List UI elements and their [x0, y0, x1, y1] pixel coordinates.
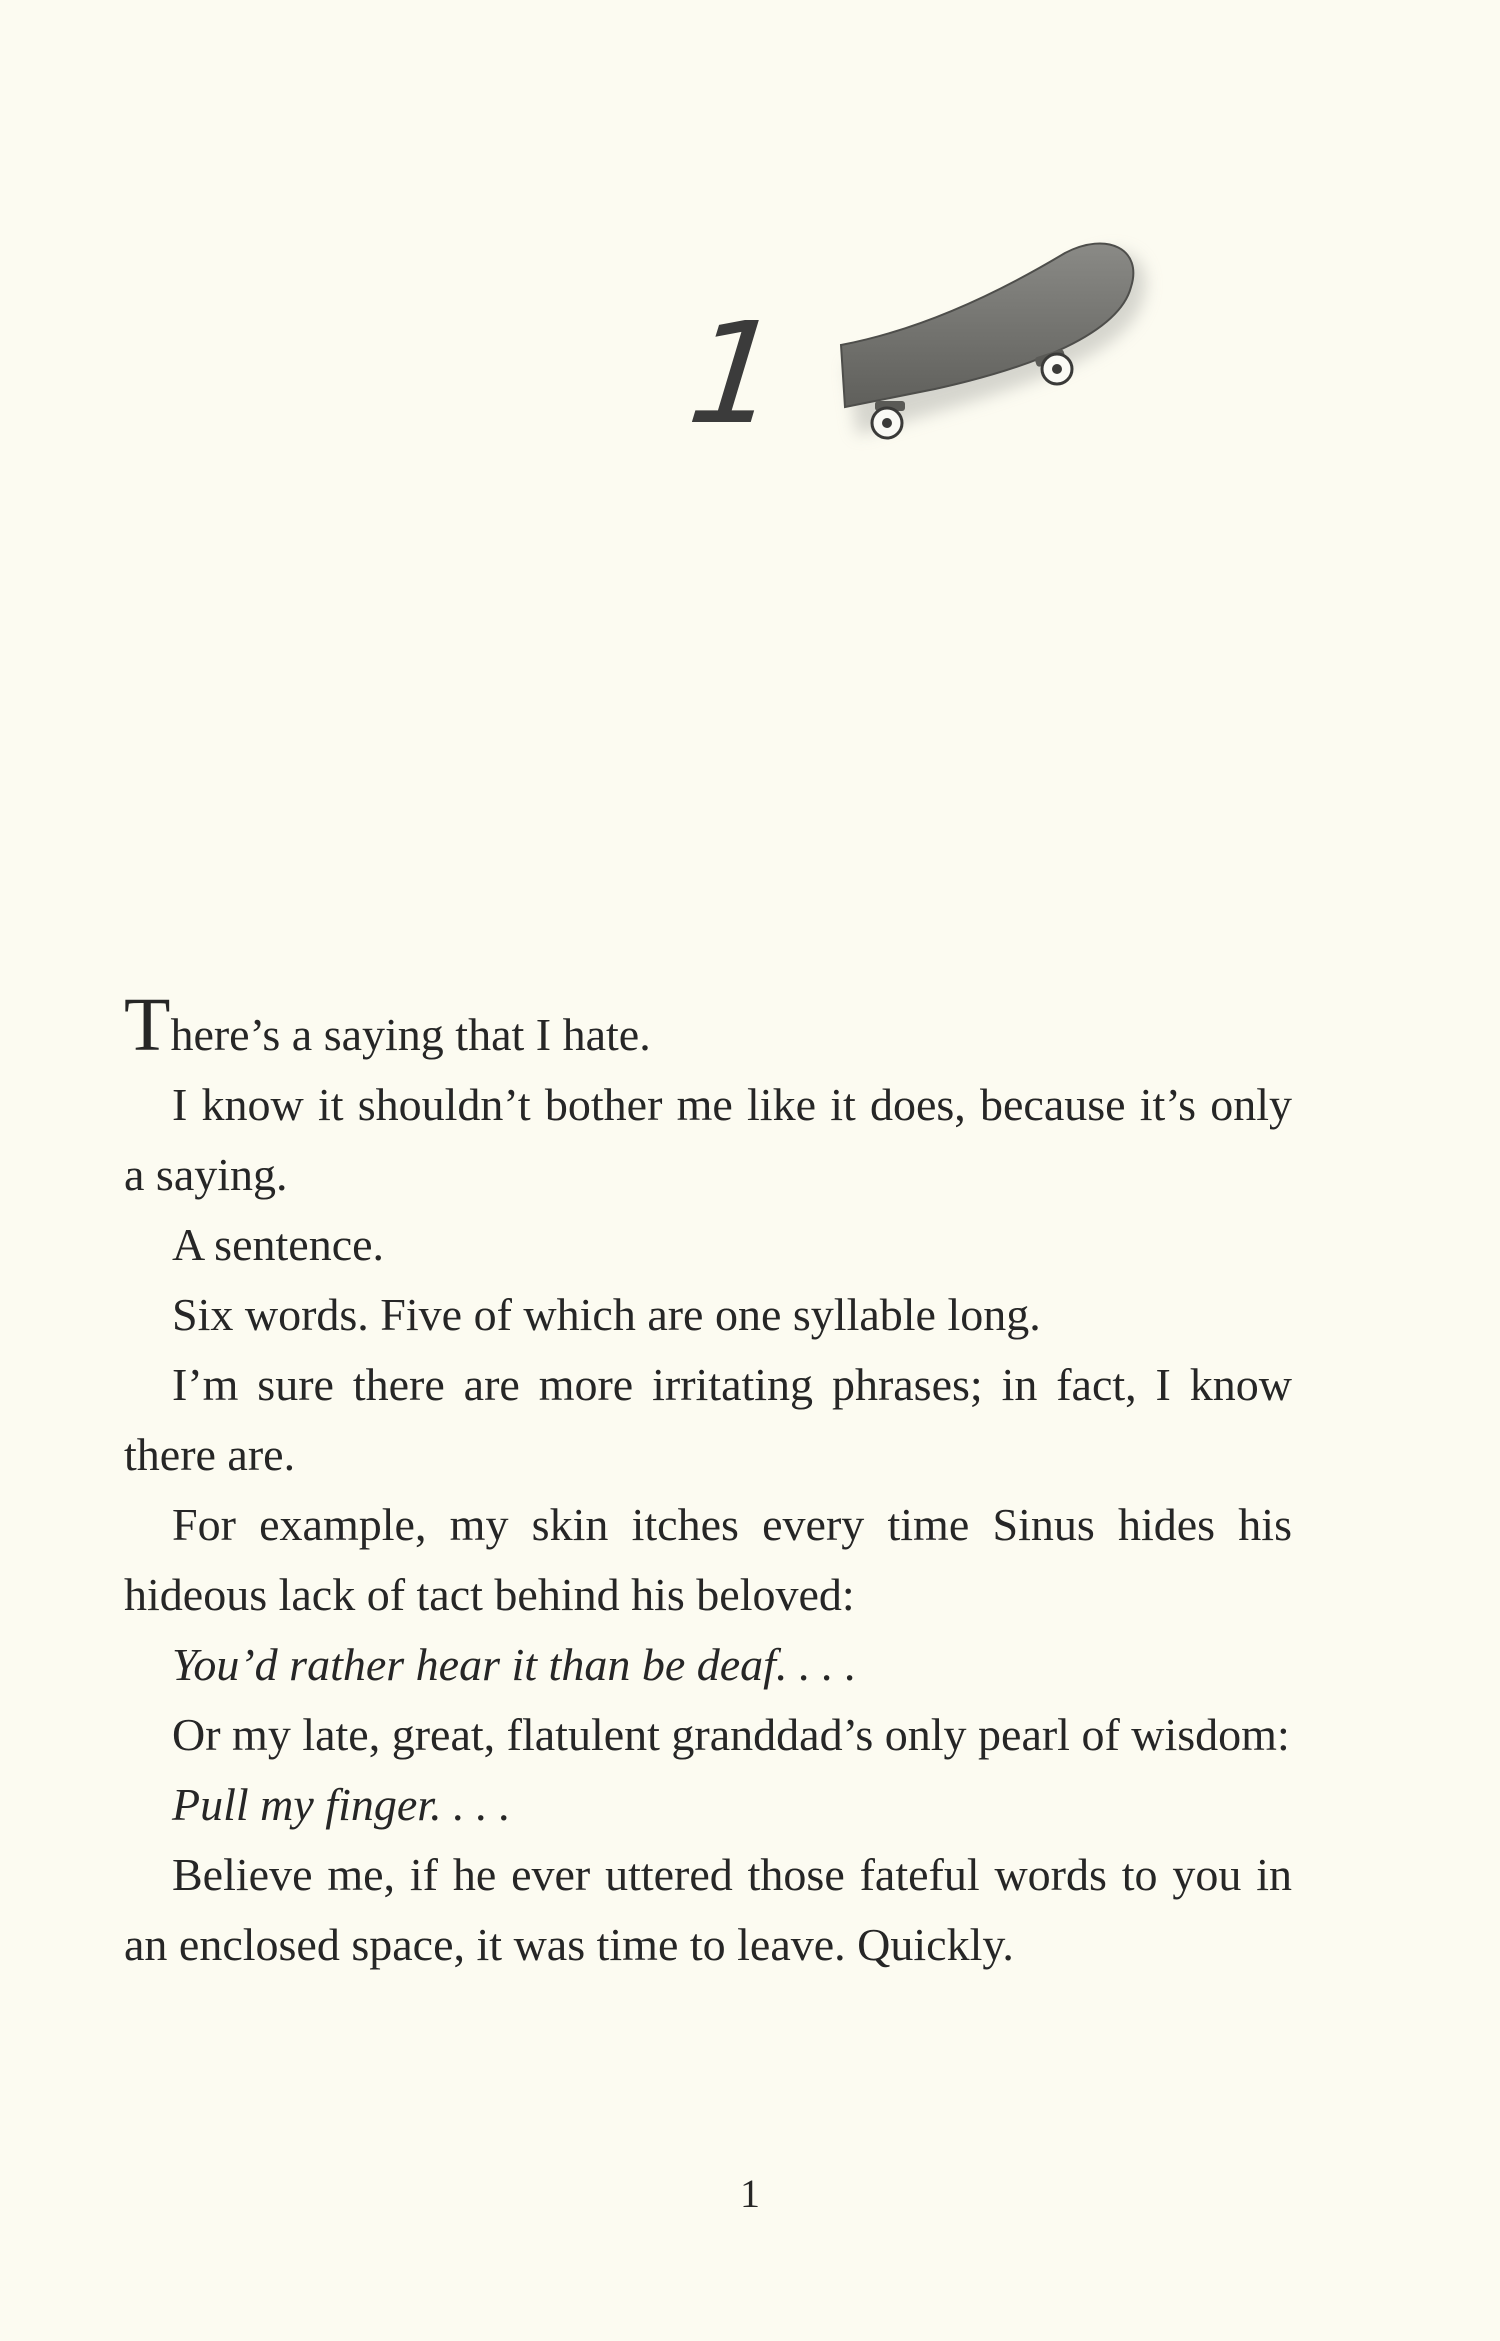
page-number: 1	[740, 2171, 760, 2216]
quote-finger: Pull my finger. . . .	[172, 1779, 511, 1830]
paragraph-6: For example, my skin itches every time Sinus hides his hideous lack of tact behind his beloved:	[124, 1499, 1292, 1620]
drop-cap: T	[124, 983, 171, 1067]
quote-deaf: You’d rather hear it than be deaf. . . .	[172, 1639, 857, 1690]
paragraph-1-text: here’s a saying that I hate.	[170, 1009, 651, 1060]
chapter-number: 1	[681, 293, 788, 456]
paragraph-8: Or my late, great, flatulent granddad’s only pearl of wisdom:	[172, 1709, 1290, 1760]
paragraph-10: Believe me, if he ever uttered those fateful words to you in an enclosed space, it was time to leave. Quickly.	[124, 1849, 1292, 1970]
paragraph-1	[124, 983, 1292, 1070]
paragraph-5: I’m sure there are more irritating phrases; in fact, I know there are.	[124, 1359, 1292, 1480]
skateboard-icon	[825, 225, 1165, 475]
paragraph-2: I know it shouldn’t bother me like it does, because it’s only a saying.	[124, 1079, 1292, 1200]
paragraph-4: Six words. Five of which are one syllable long.	[172, 1289, 1041, 1340]
paragraph-3: A sentence.	[172, 1219, 385, 1270]
body-text	[124, 983, 1292, 1980]
